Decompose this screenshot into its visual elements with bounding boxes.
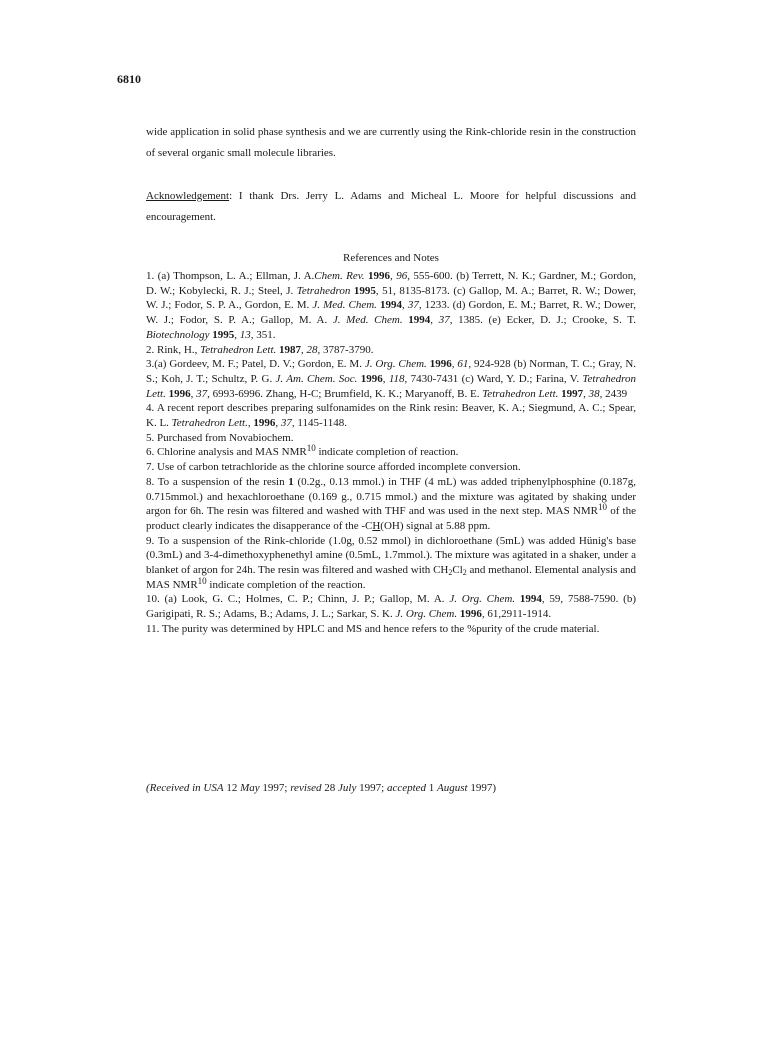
reference-item-1: 1. (a) Thompson, L. A.; Ellman, J. A.Chem. Rev. 1996, 96, 555-600. (b) Terrett, N. K.; Gardner, M.; Gordon, D. W.; Kobylecki, R. J.; Steel, J. Tetrahedron 1995, 51, 8135-8173. (c) Gallop, M. A.; Barret, R. W.; Dower, W. J.; Fodor, S. P. A., Gordon, E. M. J. Med. Chem. 1994, 37, 1233. (d) Gordon, E. M.; Barret, R. W.; Dower, W. J.; Fodor, S. P. A.; Gallop, M. A. J. Med. Chem. 1994, 37, 1385. (e) Ecker, D. J.; Crooke, S. T. Biotechnology 1995, 13, 351.: [146, 270, 637, 341]
page-number: 6810: [117, 72, 141, 86]
reference-item-3: 3.(a) Gordeev, M. F.; Patel, D. V.; Gordon, E. M. J. Org. Chem. 1996, 61, 924-928 (b) Norman, T. C.; Gray, N. S.; Koh, J. T.; Schultz, P. G. J. Am. Chem. Soc. 1996, 118, 7430-7431 (c) Ward, Y. D.; Farina, V. Tetrahedron Lett. 1996, 37, 6993-6996. Zhang, H-C; Brumfield, K. K.; Maryanoff, B. E. Tetrahedron Lett. 1997, 38, 2439: [146, 358, 637, 400]
references-heading: References and Notes: [343, 252, 439, 264]
reference-item-11: 11. The purity was determined by HPLC and MS and hence refers to the %purity of the crude material.: [146, 622, 600, 635]
acknowledgement: [146, 186, 636, 228]
reference-item-4: 4. A recent report describes preparing sulfonamides on the Rink resin: Beaver, K. A.; Siegmund, A. C.; Spear, K. L. Tetrahedron Lett., 1996, 37, 1145-1148.: [146, 402, 636, 430]
received-dates: (Received in USA 12 May 1997; revised 28 July 1997; accepted 1 August 1997): [146, 782, 497, 794]
reference-item-10: 10. (a) Look, G. C.; Holmes, C. P.; Chinn, J. P.; Gallop, M. A. J. Org. Chem. 1994, 59, 7588-7590. (b) Garigipati, R. S.; Adams, B.; Adams, J. L.; Sarkar, S. K. J. Org. Chem. 1996, 61,2911-1914.: [146, 593, 636, 621]
reference-item-7: 7. Use of carbon tetrachloride as the chlorine source afforded incomplete conversion.: [146, 461, 521, 474]
references-list: [146, 269, 636, 637]
body-paragraph: wide application in solid phase synthesis and we are currently using the Rink-chloride resin in the construction of several organic small molecule libraries.: [146, 126, 636, 159]
reference-item-9: 9. To a suspension of the Rink-chloride (1.0g, 0.52 mmol) in dichloroethane (5mL) was added Hünig's base (0.3mL) and 3-4-dimethoxyphenethyl amine (0.5mL, 1.7mmol.). The mixture was agitated in a shaker, under a blanket of argon for 24h. The resin was filtered and washed with $CH_2Cl_2$ and methanol. Elemental analysis and MAS NMR$^{10}$ indicate completion of the reaction.: [146, 534, 637, 591]
acknowledgement-label: Acknowledgement: [146, 190, 230, 202]
acknowledgement-text: : I thank Drs. Jerry L. Adams and Micheal L. Moore for helpful discussions and encouragement.: [146, 190, 636, 223]
reference-item-6: 6. Chlorine analysis and MAS NMR$^{10}$ indicate completion of reaction.: [146, 443, 459, 459]
reference-item-8: 8. To a suspension of the resin 1 (0.2g., 0.13 mmol.) in THF (4 mL) was added triphenylphosphine (0.187g, 0.715mmol.) and hexachloroethane (0.169 g., 0.715 mmol.) and the mixture was agitated by shaking under argon for 6h. The resin was filtered and washed with THF and was used in the next step. MAS NMR$^{10}$ of the product clearly indicates the disapperance of the -CH(OH) signal at 5.88 ppm.: [146, 475, 636, 532]
reference-item-5: 5. Purchased from Novabiochem.: [146, 431, 294, 444]
reference-item-2: 2. Rink, H., Tetrahedron Lett. 1987, 28, 3787-3790.: [146, 343, 374, 356]
